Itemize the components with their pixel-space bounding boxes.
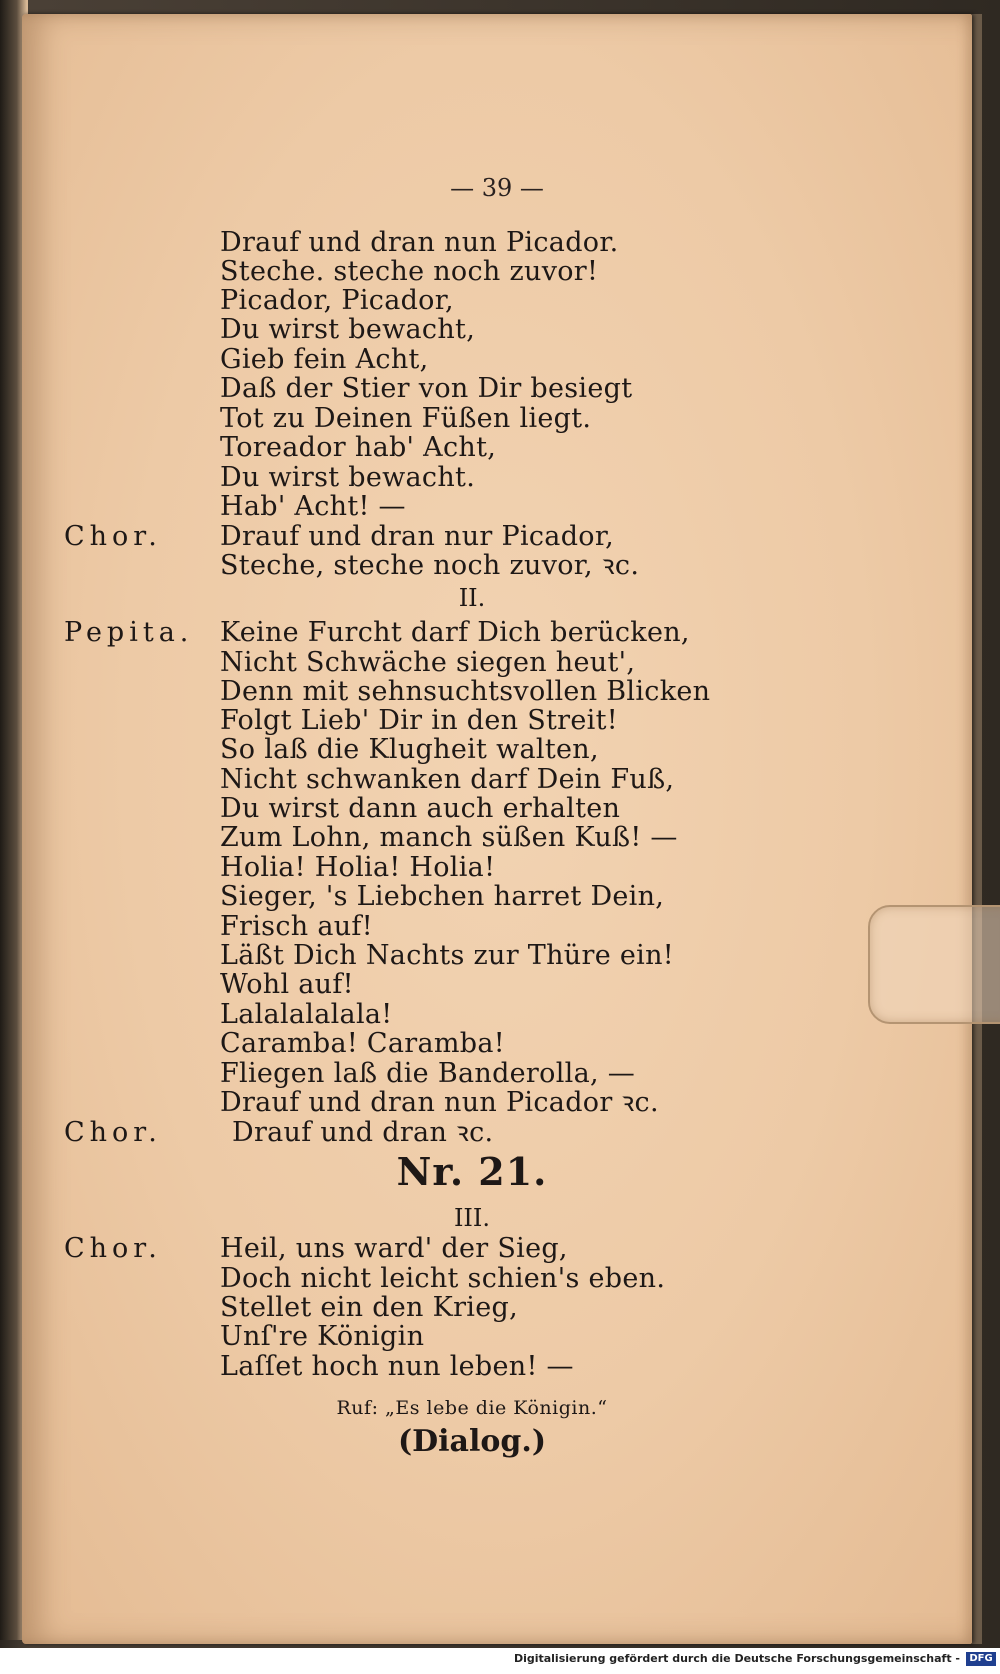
speaker-label: Chor. bbox=[64, 1233, 162, 1264]
verse-line: Nicht schwanken darf Dein Fuß, bbox=[220, 764, 675, 795]
section-heading: Nr. 21. bbox=[396, 1149, 548, 1194]
section-number-iii: III. bbox=[453, 1204, 491, 1232]
verse-line: Folgt Lieb' Dir in den Streit! bbox=[220, 705, 618, 736]
stage-direction: Ruf: „Es lebe die Königin.“ bbox=[336, 1397, 608, 1419]
verse-line: Frisch auf! bbox=[220, 911, 373, 942]
verse-line: Nicht Schwäche siegen heut', bbox=[220, 647, 636, 678]
verse-line: Drauf und dran nun Picador ꝛc. bbox=[220, 1087, 659, 1118]
verse-line: Picador, Picador, bbox=[220, 285, 454, 316]
verse-line: Du wirst bewacht, bbox=[220, 314, 476, 345]
verse-line: Tot zu Deinen Füßen liegt. bbox=[220, 403, 592, 434]
verse-line: Steche, steche noch zuvor, ꝛc. bbox=[220, 550, 640, 581]
book-page bbox=[22, 14, 972, 1644]
footer-bar bbox=[0, 1648, 1000, 1674]
page-clip bbox=[868, 905, 1000, 1024]
verse-line: Fliegen laß die Banderolla, — bbox=[220, 1058, 636, 1089]
verse-line: Steche. steche noch zuvor! bbox=[220, 256, 599, 287]
verse-line: Stellet ein den Krieg, bbox=[220, 1292, 518, 1323]
verse-line: So laß die Klugheit walten, bbox=[220, 734, 599, 765]
verse-line: Drauf und dran ꝛc. bbox=[232, 1117, 494, 1148]
verse-line: Lalalalalala! bbox=[220, 999, 393, 1030]
verse-line: Läßt Dich Nachts zur Thüre ein! bbox=[220, 940, 674, 971]
verse-line: Drauf und dran nur Picador, bbox=[220, 521, 614, 552]
verse-line: Gieb fein Acht, bbox=[220, 344, 429, 375]
page-number: — 39 — bbox=[450, 174, 544, 202]
verse-line: Sieger, 's Liebchen harret Dein, bbox=[220, 881, 665, 912]
verse-line: Unſ're Königin bbox=[220, 1321, 425, 1352]
verse-line: Hab' Acht! — bbox=[220, 491, 406, 522]
verse-line: Toreador hab' Acht, bbox=[220, 432, 497, 463]
speaker-label: Chor. bbox=[64, 521, 162, 552]
verse-line: Keine Furcht darf Dich berücken, bbox=[220, 617, 690, 648]
footer-credit: Digitalisierung gefördert durch die Deutsche Forschungsgemeinschaft - bbox=[513, 1652, 960, 1665]
verse-line: Daß der Stier von Dir besiegt bbox=[220, 373, 633, 404]
speaker-label: Pepita. bbox=[64, 617, 194, 648]
verse-line: Laſſet hoch nun leben! — bbox=[220, 1351, 574, 1382]
page-edge bbox=[972, 14, 982, 1644]
section-number-ii: II. bbox=[458, 584, 486, 612]
verse-line: Du wirst dann auch erhalten bbox=[220, 793, 621, 824]
verse-line: Caramba! Caramba! bbox=[220, 1028, 505, 1059]
verse-line: Denn mit sehnsuchtsvollen Blicken bbox=[220, 676, 711, 707]
dialog-note: (Dialog.) bbox=[397, 1424, 547, 1459]
verse-line: Wohl auf! bbox=[220, 969, 354, 1000]
verse-line: Doch nicht leicht schien's eben. bbox=[220, 1263, 666, 1294]
verse-line: Drauf und dran nun Picador. bbox=[220, 227, 619, 258]
speaker-label: Chor. bbox=[64, 1117, 162, 1148]
verse-line: Holia! Holia! Holia! bbox=[220, 852, 496, 883]
verse-line: Zum Lohn, manch süßen Kuß! — bbox=[220, 822, 678, 853]
dfg-logo: DFG bbox=[966, 1652, 996, 1666]
verse-line: Heil, uns ward' der Sieg, bbox=[220, 1233, 568, 1264]
verse-line: Du wirst bewacht. bbox=[220, 462, 476, 493]
